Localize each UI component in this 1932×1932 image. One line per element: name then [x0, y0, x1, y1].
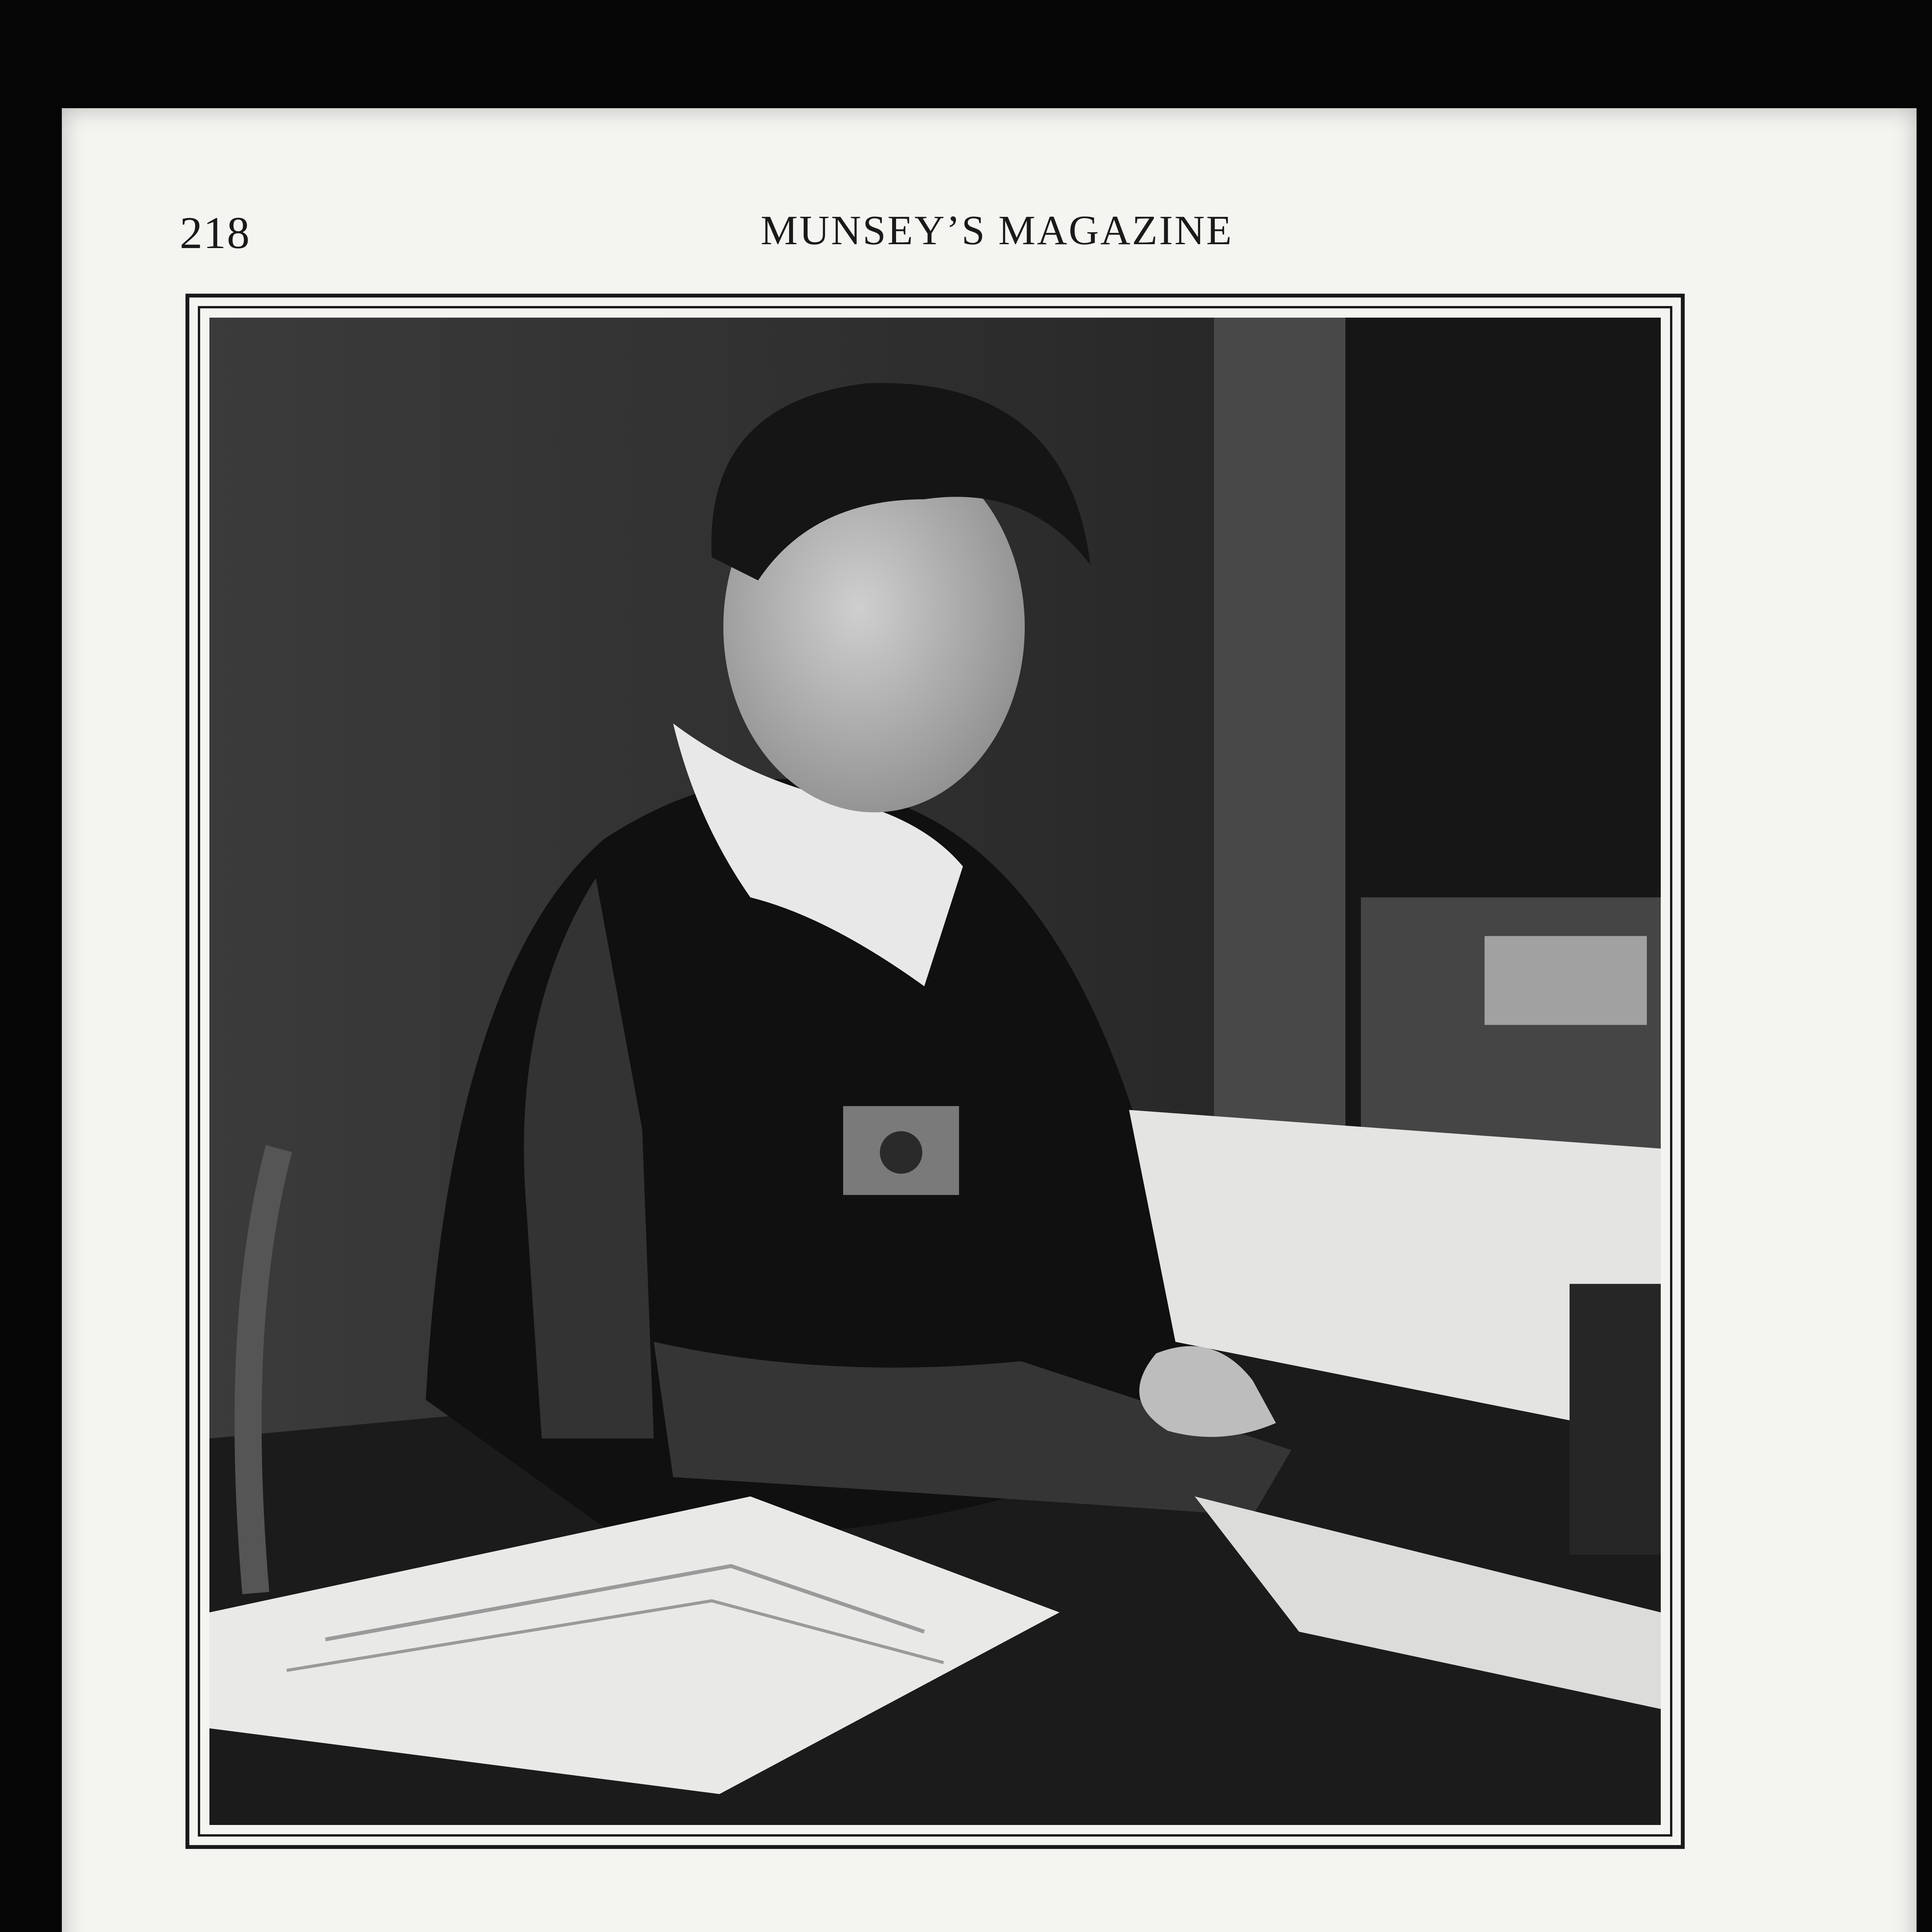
magazine-title: MUNSEY’S MAGAZINE — [760, 207, 1233, 253]
photo-frame — [185, 294, 1685, 1849]
portrait-photo — [209, 318, 1661, 1825]
magazine-page — [62, 108, 1917, 1932]
page-number: 218 — [180, 207, 250, 258]
portrait-of-woman-at-desk-icon — [209, 318, 1661, 1825]
running-head — [62, 207, 1917, 261]
